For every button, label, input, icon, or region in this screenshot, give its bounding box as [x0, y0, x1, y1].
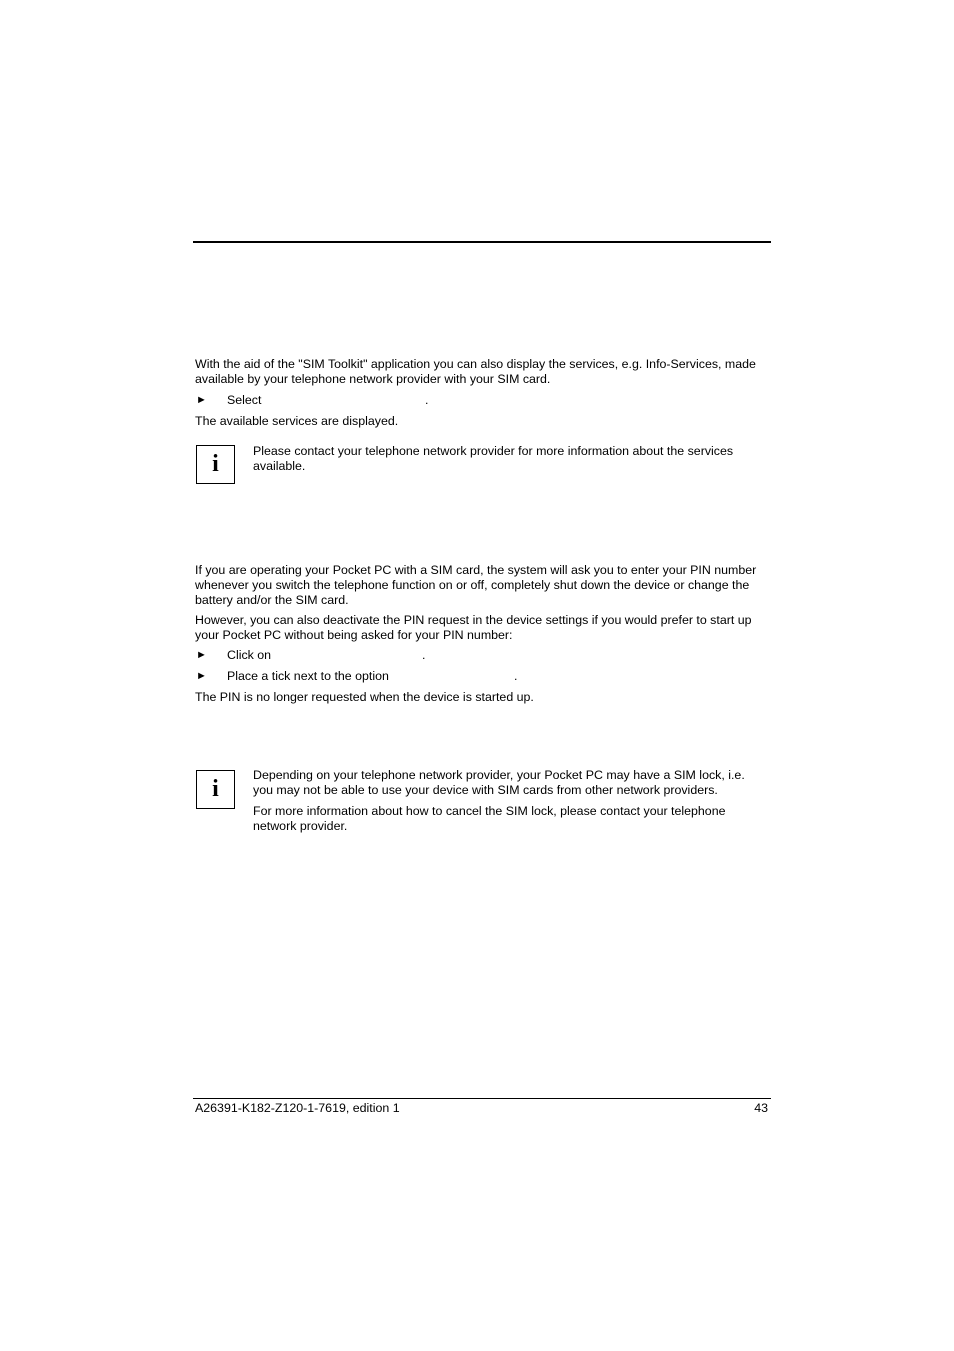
sim-lock-note: Depending on your telephone network provider, your Pocket PC may have a SIM lock, i.e. you may not be able to use your device with SIM cards from other network providers.: [253, 768, 745, 797]
select-step-end: .: [425, 393, 429, 407]
bullet-arrow-icon: ►: [196, 394, 207, 406]
info-icon-glyph: i: [212, 776, 219, 802]
place-tick-step-end: .: [514, 669, 518, 683]
pin-request-paragraph: If you are operating your Pocket PC with a SIM card, the system will ask you to enter your PIN number whenever you switch the telephone function on or off, completely shut down the device or change the battery and/or the SIM card.: [195, 563, 757, 607]
header-rule: [193, 241, 771, 243]
pin-result-text: The PIN is no longer requested when the device is started up.: [195, 690, 534, 704]
document-id: A26391-K182-Z120-1-7619, edition 1: [195, 1101, 400, 1115]
click-on-step-end: .: [422, 648, 426, 662]
select-step-text: Select: [227, 393, 262, 407]
bullet-arrow-icon: ►: [196, 670, 207, 682]
page-number: 43: [754, 1101, 768, 1115]
place-tick-step-text: Place a tick next to the option: [227, 669, 389, 683]
info-icon: [196, 445, 235, 484]
click-on-step-text: Click on: [227, 648, 272, 662]
services-displayed-text: The available services are displayed.: [195, 414, 399, 428]
sim-toolkit-intro: With the aid of the "SIM Toolkit" application you can also display the services, e.g. Info-Services, made available by your telephone network provider with your SIM card.: [195, 357, 756, 386]
info-icon-glyph: i: [212, 451, 219, 477]
services-note: Please contact your telephone network provider for more information about the services available.: [253, 444, 734, 473]
sim-lock-cancel-note: For more information about how to cancel the SIM lock, please contact your telephone network provider.: [253, 804, 726, 833]
deactivate-pin-paragraph: However, you can also deactivate the PIN request in the device settings if you would prefer to start up your Pocket PC without being asked for your PIN number:: [195, 613, 752, 642]
info-icon: [196, 770, 235, 809]
footer-rule: [193, 1098, 771, 1099]
bullet-arrow-icon: ►: [196, 649, 207, 661]
